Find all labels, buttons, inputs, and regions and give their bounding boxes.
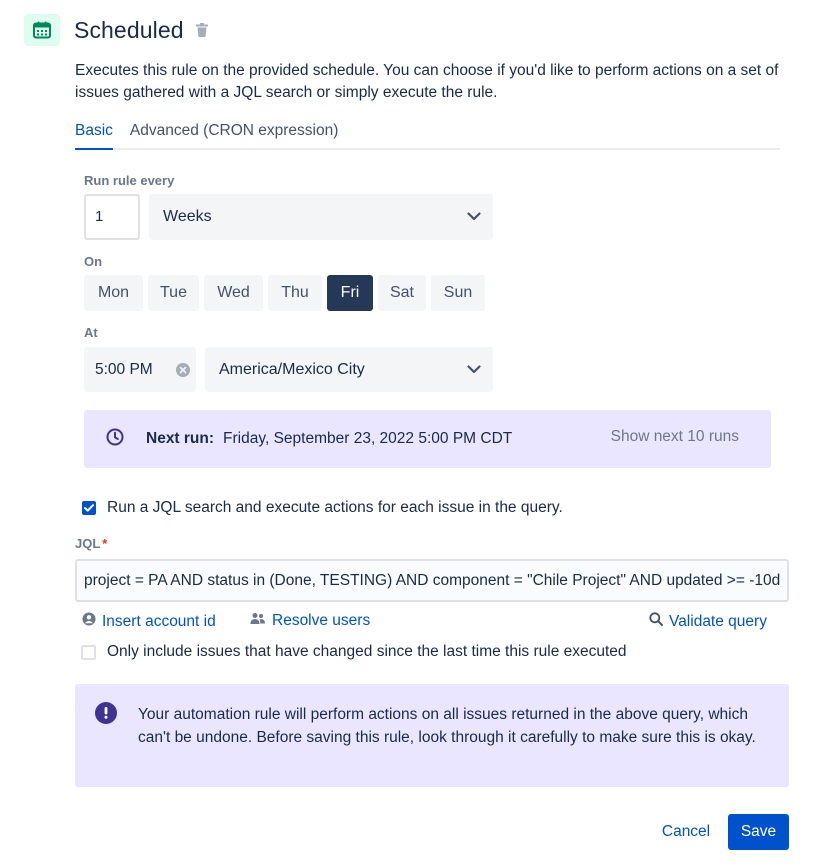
- warning-panel: [75, 684, 789, 787]
- interval-unit-value: Weeks: [163, 208, 212, 225]
- show-next-runs-link[interactable]: Show next 10 runs: [610, 428, 739, 445]
- page-title: Scheduled: [74, 16, 184, 43]
- timezone-value: America/Mexico City: [219, 360, 365, 378]
- cancel-button[interactable]: Cancel: [661, 823, 711, 840]
- rule-description: Executes this rule on the provided schedule. You can choose if you'd like to perform actions on a set of issues gathered with a JQL search or simply execute the rule.: [75, 62, 779, 101]
- search-icon: [649, 612, 663, 631]
- resolve-users-label: Resolve users: [272, 612, 371, 629]
- clock-icon: [106, 428, 124, 451]
- at-label: At: [84, 325, 98, 340]
- jql-search-checkbox-row[interactable]: [82, 499, 563, 517]
- tab-advanced-cron[interactable]: Advanced (CRON expression): [129, 122, 339, 139]
- insert-account-id-link[interactable]: [82, 612, 216, 631]
- validate-query-label: Validate query: [669, 612, 767, 630]
- changed-issues-checkbox[interactable]: [81, 645, 96, 660]
- changed-issues-checkbox-label: Only include issues that have changed since the last time this rule executed: [107, 643, 627, 660]
- next-run-value: Friday, September 23, 2022 5:00 PM CDT: [223, 430, 513, 447]
- user-icon: [82, 612, 96, 631]
- schedule-tabs: [75, 120, 780, 150]
- day-button-tue[interactable]: Tue: [148, 275, 199, 311]
- day-button-mon[interactable]: Mon: [84, 275, 143, 311]
- day-button-sun[interactable]: Sun: [431, 275, 485, 311]
- day-button-thu[interactable]: Thu: [268, 275, 322, 311]
- timezone-select[interactable]: [205, 347, 493, 392]
- next-run-panel: [84, 410, 771, 468]
- tab-basic[interactable]: Basic: [75, 120, 113, 148]
- chevron-down-icon: [467, 208, 481, 226]
- jql-label-text: JQL: [75, 536, 101, 551]
- trigger-header: [24, 14, 208, 46]
- day-button-fri[interactable]: Fri: [327, 275, 373, 311]
- jql-search-checkbox[interactable]: [82, 501, 96, 515]
- on-label: On: [84, 254, 103, 269]
- day-picker: [84, 275, 490, 311]
- next-run-label: Next run:: [146, 430, 215, 447]
- time-value: 5:00 PM: [95, 360, 153, 378]
- day-button-wed[interactable]: Wed: [204, 275, 263, 311]
- chevron-down-icon: [467, 361, 481, 379]
- required-marker: *: [102, 536, 108, 551]
- day-button-sat[interactable]: Sat: [378, 275, 426, 311]
- people-icon: [250, 612, 266, 630]
- run-every-label: Run rule every: [84, 173, 175, 188]
- time-input[interactable]: [84, 347, 196, 392]
- resolve-users-link[interactable]: [250, 612, 370, 630]
- interval-unit-select[interactable]: [149, 194, 493, 240]
- insert-account-id-label: Insert account id: [102, 612, 216, 630]
- jql-search-checkbox-label: Run a JQL search and execute actions for each issue in the query.: [107, 499, 563, 516]
- calendar-icon: [24, 14, 60, 46]
- clear-icon[interactable]: [176, 363, 190, 377]
- validate-query-link[interactable]: [649, 612, 767, 631]
- jql-input[interactable]: project = PA AND status in (Done, TESTING) AND component = "Chile Project" AND updated >= -10d: [75, 559, 789, 602]
- save-button[interactable]: Save: [728, 814, 789, 850]
- changed-issues-checkbox-row[interactable]: [81, 643, 627, 661]
- trash-icon[interactable]: [196, 23, 208, 37]
- interval-value-input[interactable]: 1: [84, 194, 140, 240]
- exclamation-icon: [95, 702, 117, 724]
- jql-label: [75, 536, 107, 551]
- warning-text: Your automation rule will perform actions on all issues returned in the above query, which can't be undone. Before saving this rule, look through it carefully to make sure this is okay.: [138, 706, 756, 746]
